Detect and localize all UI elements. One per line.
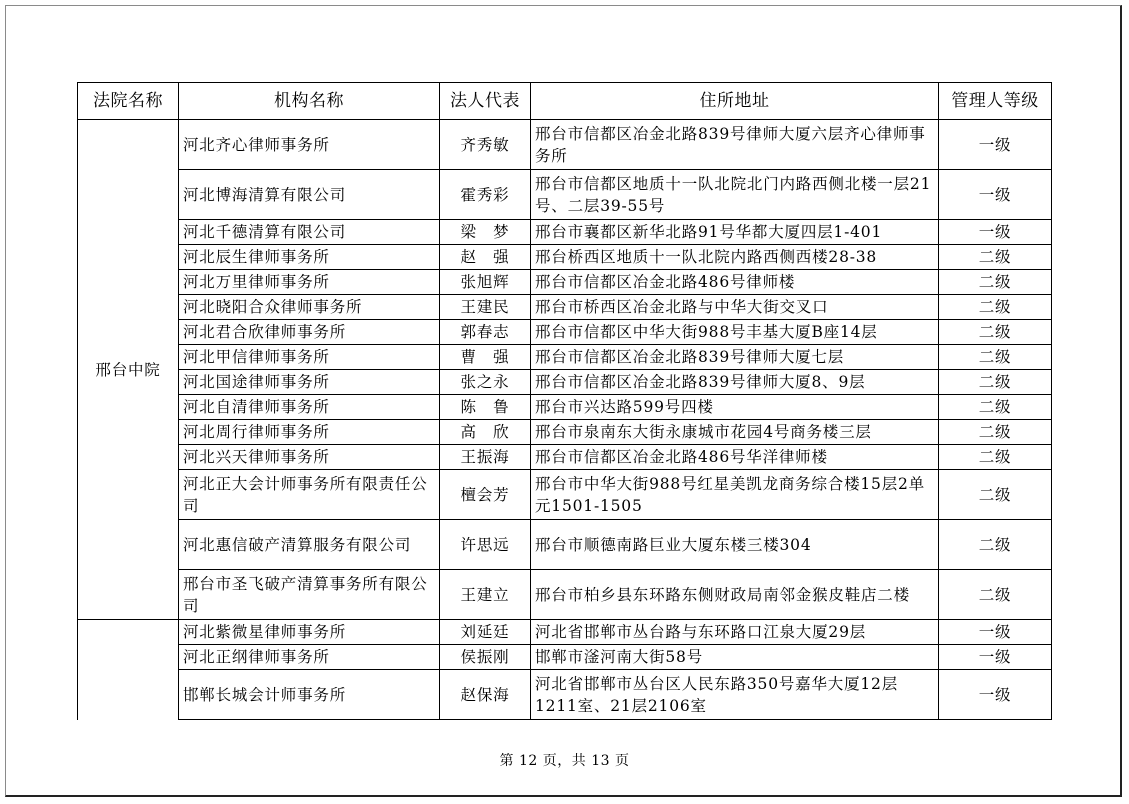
org-name-cell: 河北兴天律师事务所 bbox=[179, 445, 440, 470]
level-cell: 一级 bbox=[939, 220, 1052, 245]
page-number: 第 12 页，共 13 页 bbox=[499, 753, 630, 769]
level-cell: 二级 bbox=[939, 270, 1052, 295]
level-cell: 二级 bbox=[939, 370, 1052, 395]
level-cell: 二级 bbox=[939, 420, 1052, 445]
legal-rep-cell: 高 欣 bbox=[440, 420, 531, 445]
header-address: 住所地址 bbox=[531, 83, 939, 120]
address-cell: 邢台市信都区冶金北路486号华洋律师楼 bbox=[531, 445, 939, 470]
address-cell: 邢台市顺德南路巨业大厦东楼三楼304 bbox=[531, 520, 939, 570]
address-cell: 邢台市泉南东大街永康城市花园4号商务楼三层 bbox=[531, 420, 939, 445]
table-row bbox=[78, 520, 1052, 570]
legal-rep-cell: 霍秀彩 bbox=[440, 170, 531, 220]
org-name-cell: 河北自清律师事务所 bbox=[179, 395, 440, 420]
address-cell: 邢台市信都区冶金北路486号律师楼 bbox=[531, 270, 939, 295]
address-cell: 邢台市信都区中华大街988号丰基大厦B座14层 bbox=[531, 320, 939, 345]
org-name-cell: 河北甲信律师事务所 bbox=[179, 345, 440, 370]
legal-rep-cell: 赵 强 bbox=[440, 245, 531, 270]
level-cell: 二级 bbox=[939, 520, 1052, 570]
org-name-cell: 河北惠信破产清算服务有限公司 bbox=[179, 520, 440, 570]
legal-rep-cell: 许思远 bbox=[440, 520, 531, 570]
table-row bbox=[78, 470, 1052, 520]
address-cell: 邢台市襄都区新华北路91号华都大厦四层1-401 bbox=[531, 220, 939, 245]
address-cell: 邢台市柏乡县东环路东侧财政局南邻金猴皮鞋店二楼 bbox=[531, 570, 939, 620]
header-level: 管理人等级 bbox=[939, 83, 1052, 120]
org-name-cell: 河北正大会计师事务所有限责任公司 bbox=[179, 470, 440, 520]
org-name-cell: 河北周行律师事务所 bbox=[179, 420, 440, 445]
org-name-cell: 河北紫微星律师事务所 bbox=[179, 620, 440, 645]
address-cell: 邢台市信都区冶金北路839号律师大厦8、9层 bbox=[531, 370, 939, 395]
table-row bbox=[78, 420, 1052, 445]
legal-rep-cell: 王建立 bbox=[440, 570, 531, 620]
legal-rep-cell: 张之永 bbox=[440, 370, 531, 395]
table-row bbox=[78, 245, 1052, 270]
table-row bbox=[78, 645, 1052, 670]
legal-rep-cell: 郭春志 bbox=[440, 320, 531, 345]
level-cell: 二级 bbox=[939, 445, 1052, 470]
table-row bbox=[78, 170, 1052, 220]
org-name-cell: 河北辰生律师事务所 bbox=[179, 245, 440, 270]
legal-rep-cell: 王振海 bbox=[440, 445, 531, 470]
org-name-cell: 河北国途律师事务所 bbox=[179, 370, 440, 395]
header-court: 法院名称 bbox=[78, 83, 179, 120]
table-row bbox=[78, 370, 1052, 395]
level-cell: 二级 bbox=[939, 320, 1052, 345]
org-name-cell: 邢台市圣飞破产清算事务所有限公司 bbox=[179, 570, 440, 620]
address-cell: 邢台市信都区地质十一队北院北门内路西侧北楼一层21号、二层39-55号 bbox=[531, 170, 939, 220]
legal-rep-cell: 檀会芳 bbox=[440, 470, 531, 520]
legal-rep-cell: 曹 强 bbox=[440, 345, 531, 370]
table-row bbox=[78, 395, 1052, 420]
org-name-cell: 河北博海清算有限公司 bbox=[179, 170, 440, 220]
table-body bbox=[78, 120, 1052, 720]
table-row bbox=[78, 445, 1052, 470]
level-cell: 二级 bbox=[939, 570, 1052, 620]
org-name-cell: 河北千德清算有限公司 bbox=[179, 220, 440, 245]
table-row bbox=[78, 295, 1052, 320]
legal-rep-cell: 赵保海 bbox=[440, 670, 531, 720]
table-row bbox=[78, 345, 1052, 370]
org-name-cell: 河北晓阳合众律师事务所 bbox=[179, 295, 440, 320]
org-name-cell: 河北君合欣律师事务所 bbox=[179, 320, 440, 345]
legal-rep-cell: 陈 鲁 bbox=[440, 395, 531, 420]
header-rep: 法人代表 bbox=[440, 83, 531, 120]
level-cell: 二级 bbox=[939, 395, 1052, 420]
org-name-cell: 河北正纲律师事务所 bbox=[179, 645, 440, 670]
table-row bbox=[78, 270, 1052, 295]
administrator-table bbox=[77, 82, 1052, 720]
address-cell: 邢台市信都区冶金北路839号律师大厦七层 bbox=[531, 345, 939, 370]
table-row bbox=[78, 570, 1052, 620]
header-row bbox=[78, 83, 1052, 120]
table-row bbox=[78, 320, 1052, 345]
address-cell: 河北省邯郸市丛台区人民东路350号嘉华大厦12层1211室、21层2106室 bbox=[531, 670, 939, 720]
address-cell: 邯郸市滏河南大街58号 bbox=[531, 645, 939, 670]
address-cell: 邢台市桥西区冶金北路与中华大街交叉口 bbox=[531, 295, 939, 320]
table-row bbox=[78, 670, 1052, 720]
level-cell: 一级 bbox=[939, 670, 1052, 720]
header-org: 机构名称 bbox=[179, 83, 440, 120]
table-row bbox=[78, 620, 1052, 645]
legal-rep-cell: 梁 梦 bbox=[440, 220, 531, 245]
level-cell: 一级 bbox=[939, 170, 1052, 220]
table-row bbox=[78, 120, 1052, 170]
legal-rep-cell: 刘延廷 bbox=[440, 620, 531, 645]
address-cell: 邢台桥西区地质十一队北院内路西侧西楼28-38 bbox=[531, 245, 939, 270]
level-cell: 二级 bbox=[939, 345, 1052, 370]
org-name-cell: 邯郸长城会计师事务所 bbox=[179, 670, 440, 720]
level-cell: 一级 bbox=[939, 620, 1052, 645]
legal-rep-cell: 王建民 bbox=[440, 295, 531, 320]
address-cell: 邢台市兴达路599号四楼 bbox=[531, 395, 939, 420]
address-cell: 邢台市信都区冶金北路839号律师大厦六层齐心律师事务所 bbox=[531, 120, 939, 170]
level-cell: 一级 bbox=[939, 645, 1052, 670]
address-cell: 邢台市中华大街988号红星美凯龙商务综合楼15层2单元1501-1505 bbox=[531, 470, 939, 520]
org-name-cell: 河北万里律师事务所 bbox=[179, 270, 440, 295]
address-cell: 河北省邯郸市丛台路与东环路口江泉大厦29层 bbox=[531, 620, 939, 645]
org-name-cell: 河北齐心律师事务所 bbox=[179, 120, 440, 170]
legal-rep-cell: 齐秀敏 bbox=[440, 120, 531, 170]
legal-rep-cell: 张旭辉 bbox=[440, 270, 531, 295]
court-name-cell bbox=[78, 620, 179, 720]
level-cell: 一级 bbox=[939, 120, 1052, 170]
level-cell: 二级 bbox=[939, 295, 1052, 320]
level-cell: 二级 bbox=[939, 470, 1052, 520]
table-row bbox=[78, 220, 1052, 245]
court-name-cell: 邢台中院 bbox=[78, 120, 179, 620]
legal-rep-cell: 侯振刚 bbox=[440, 645, 531, 670]
level-cell: 二级 bbox=[939, 245, 1052, 270]
